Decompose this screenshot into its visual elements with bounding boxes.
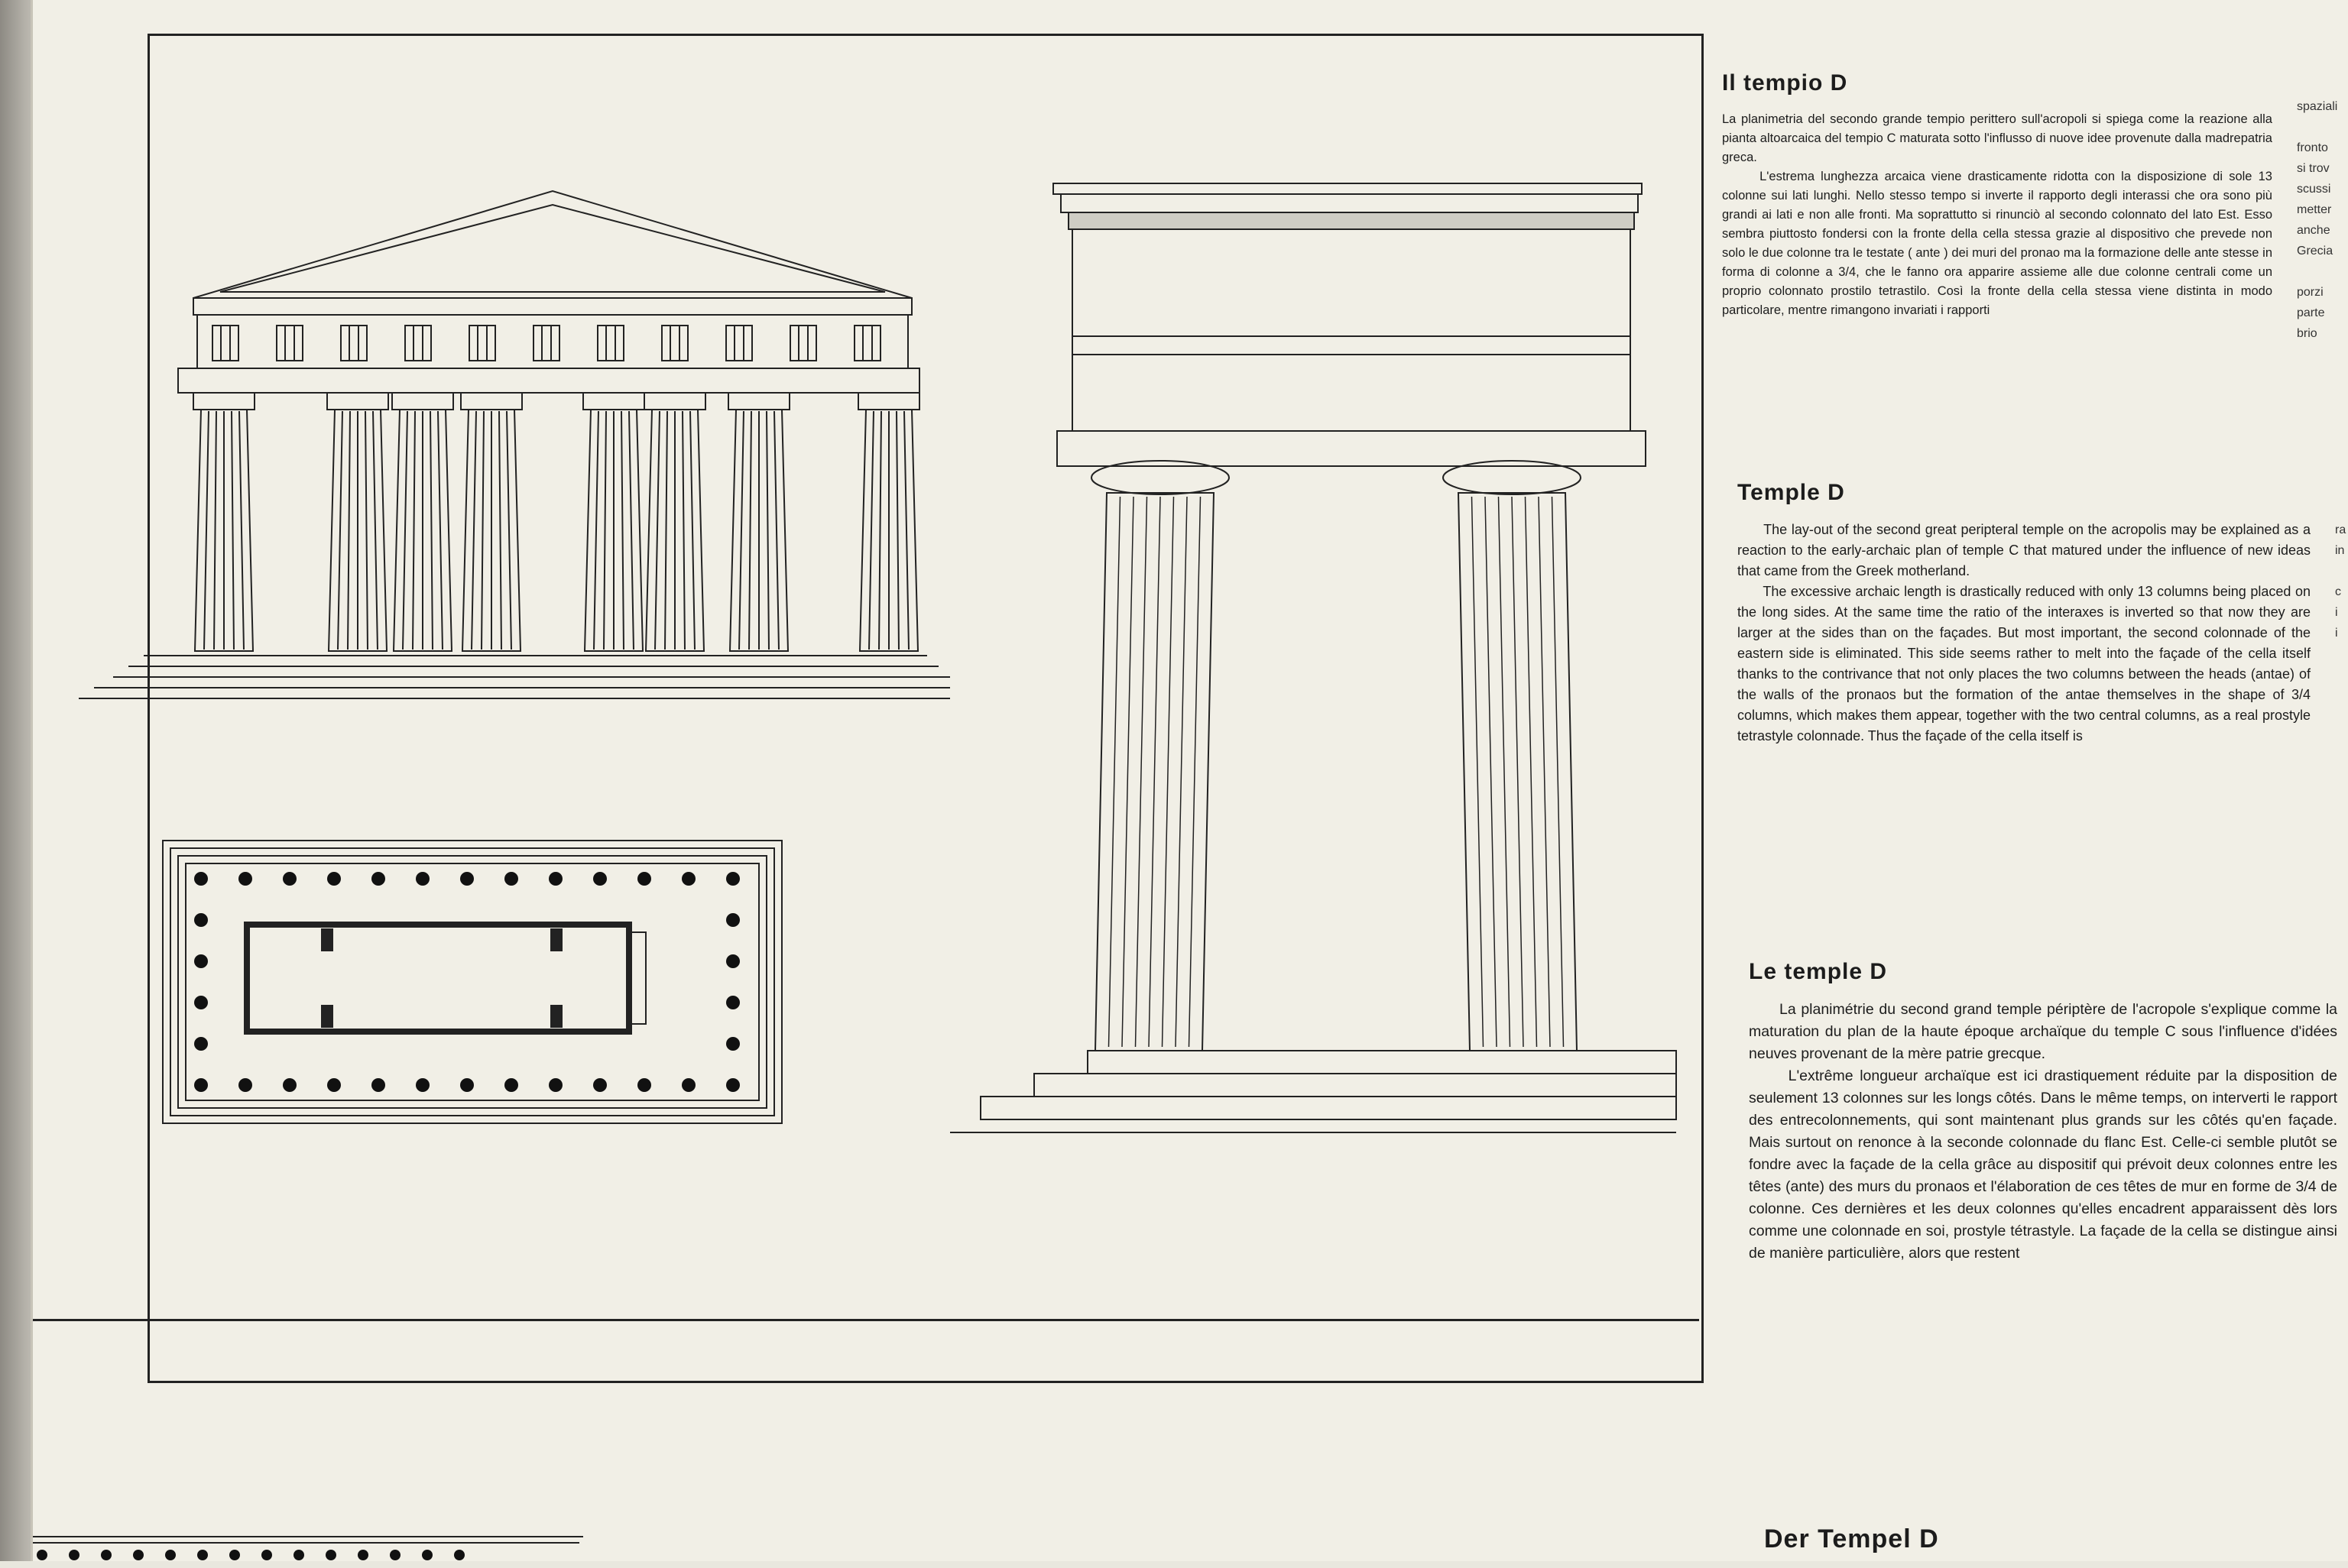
section-title: Le temple D bbox=[1749, 959, 1888, 984]
temple-facade-drawing bbox=[48, 176, 950, 711]
bottom-rule bbox=[33, 1319, 1699, 1321]
edge-fragment-top: spaziali fronto si trov scussi metter anche Grecia porzi parte brio bbox=[2297, 100, 2338, 340]
section-italian bbox=[1722, 70, 2272, 320]
section-body: The lay-out of the second great peripteral temple on the acropolis may be explained as a reaction to the early-archaic plan of temple C that matured under the influence of new ideas that came from the Greek motherland. The excessive archaic length is drastically reduced with only 13 columns being placed on the long sides. At the same time the ratio of the interaxes is inverted so that now they are larger at the sides than on the façades. But most important, the second colonnade of the eastern side is eliminated. This side seems rather to melt into the façade of the cella itself thanks to the contrivance that not only places the two columns between the heads (antae) of the walls of the pronaos but the formation of the antae themselves in the shape of 3/4 columns, which makes them appear, together with the two central columns, as a real prostyle tetrastyle colonnade. Thus the façade of the cella itself is bbox=[1737, 522, 2311, 744]
section-body: La planimétrie du second grand temple périptère de l'acropole s'explique comme la maturation du plan de la haute époque archaïque du temple C sous l'influence d'idées neuves provenant de la mère patrie grecque. L'extrême longueur archaïque est ici drastiquement réduite par la disposition de seulement 13 colonnes sur les longs côtés. Dans le même temps, on interverti le rapport des entrecolonnements, qui sont maintenant plus grands sur les côtés qu'en façade. Mais surtout on renonce à la seconde colonnade du flanc Est. Celle-ci semble plutôt se fondre avec la façade de la cella grâce au dispositif qui prévoit deux colonnes entre les têtes (ante) des murs du pronaos et l'élaboration de ces têtes de mur en forme de 3/4 de colonne. Ces dernières et les deux colonnes qu'elles encadrent apparaissent dès lors comme une colonnade en soi, prostyle tétrastyle. La façade de la cella se distingue ainsi de manière particulière, alors que restent bbox=[1749, 1001, 2338, 1262]
section-german bbox=[1764, 1524, 2223, 1568]
temple-plan-drawing bbox=[155, 833, 790, 1131]
section-english bbox=[1737, 480, 2311, 747]
section-title: Temple D bbox=[1737, 480, 1845, 505]
section-title: Der Tempel D bbox=[1764, 1524, 1939, 1553]
partial-plan-strip bbox=[33, 1532, 583, 1561]
column-order-drawing bbox=[904, 168, 1684, 1161]
section-french bbox=[1749, 959, 2337, 1265]
section-title: Il tempio D bbox=[1722, 70, 1848, 96]
section-body: La planimetria del secondo grande tempio perittero sull'acropoli si spiega come la reazione alla pianta altoarcaica del tempio C maturata sotto l'influsso di nuove idee provenute dalla madrepatria greca. L'estrema lunghezza arcaica viene drasticamente ridotta con la disposizione di sole 13 colonne sui lati lunghi. Nello stesso tempo si inverte il rapporto degli interassi che ora sono più grandi ai lati e non alle fronti. Ma soprattutto si rinunciò al secondo colonnato del lato Est. Esso sembra piuttosto fondersi con la fronte della cella stessa grazie al dispositivo che prevede non solo le due colonne tra le testate ( ante ) dei muri del pronao ma la formazione delle ante stesse in forma di colonne a 3/4, che le fanno ora apparire assieme alle due colonne centrali come un proprio colonnato prostilo tetrastilo. Così la fronte della cella stessa viene distinta in modo particolare, mentre rimangono invariati i rapporti bbox=[1722, 112, 2272, 317]
edge-fragment-mid: ra in c i i bbox=[2335, 523, 2346, 640]
information-panel bbox=[31, 0, 2348, 1561]
